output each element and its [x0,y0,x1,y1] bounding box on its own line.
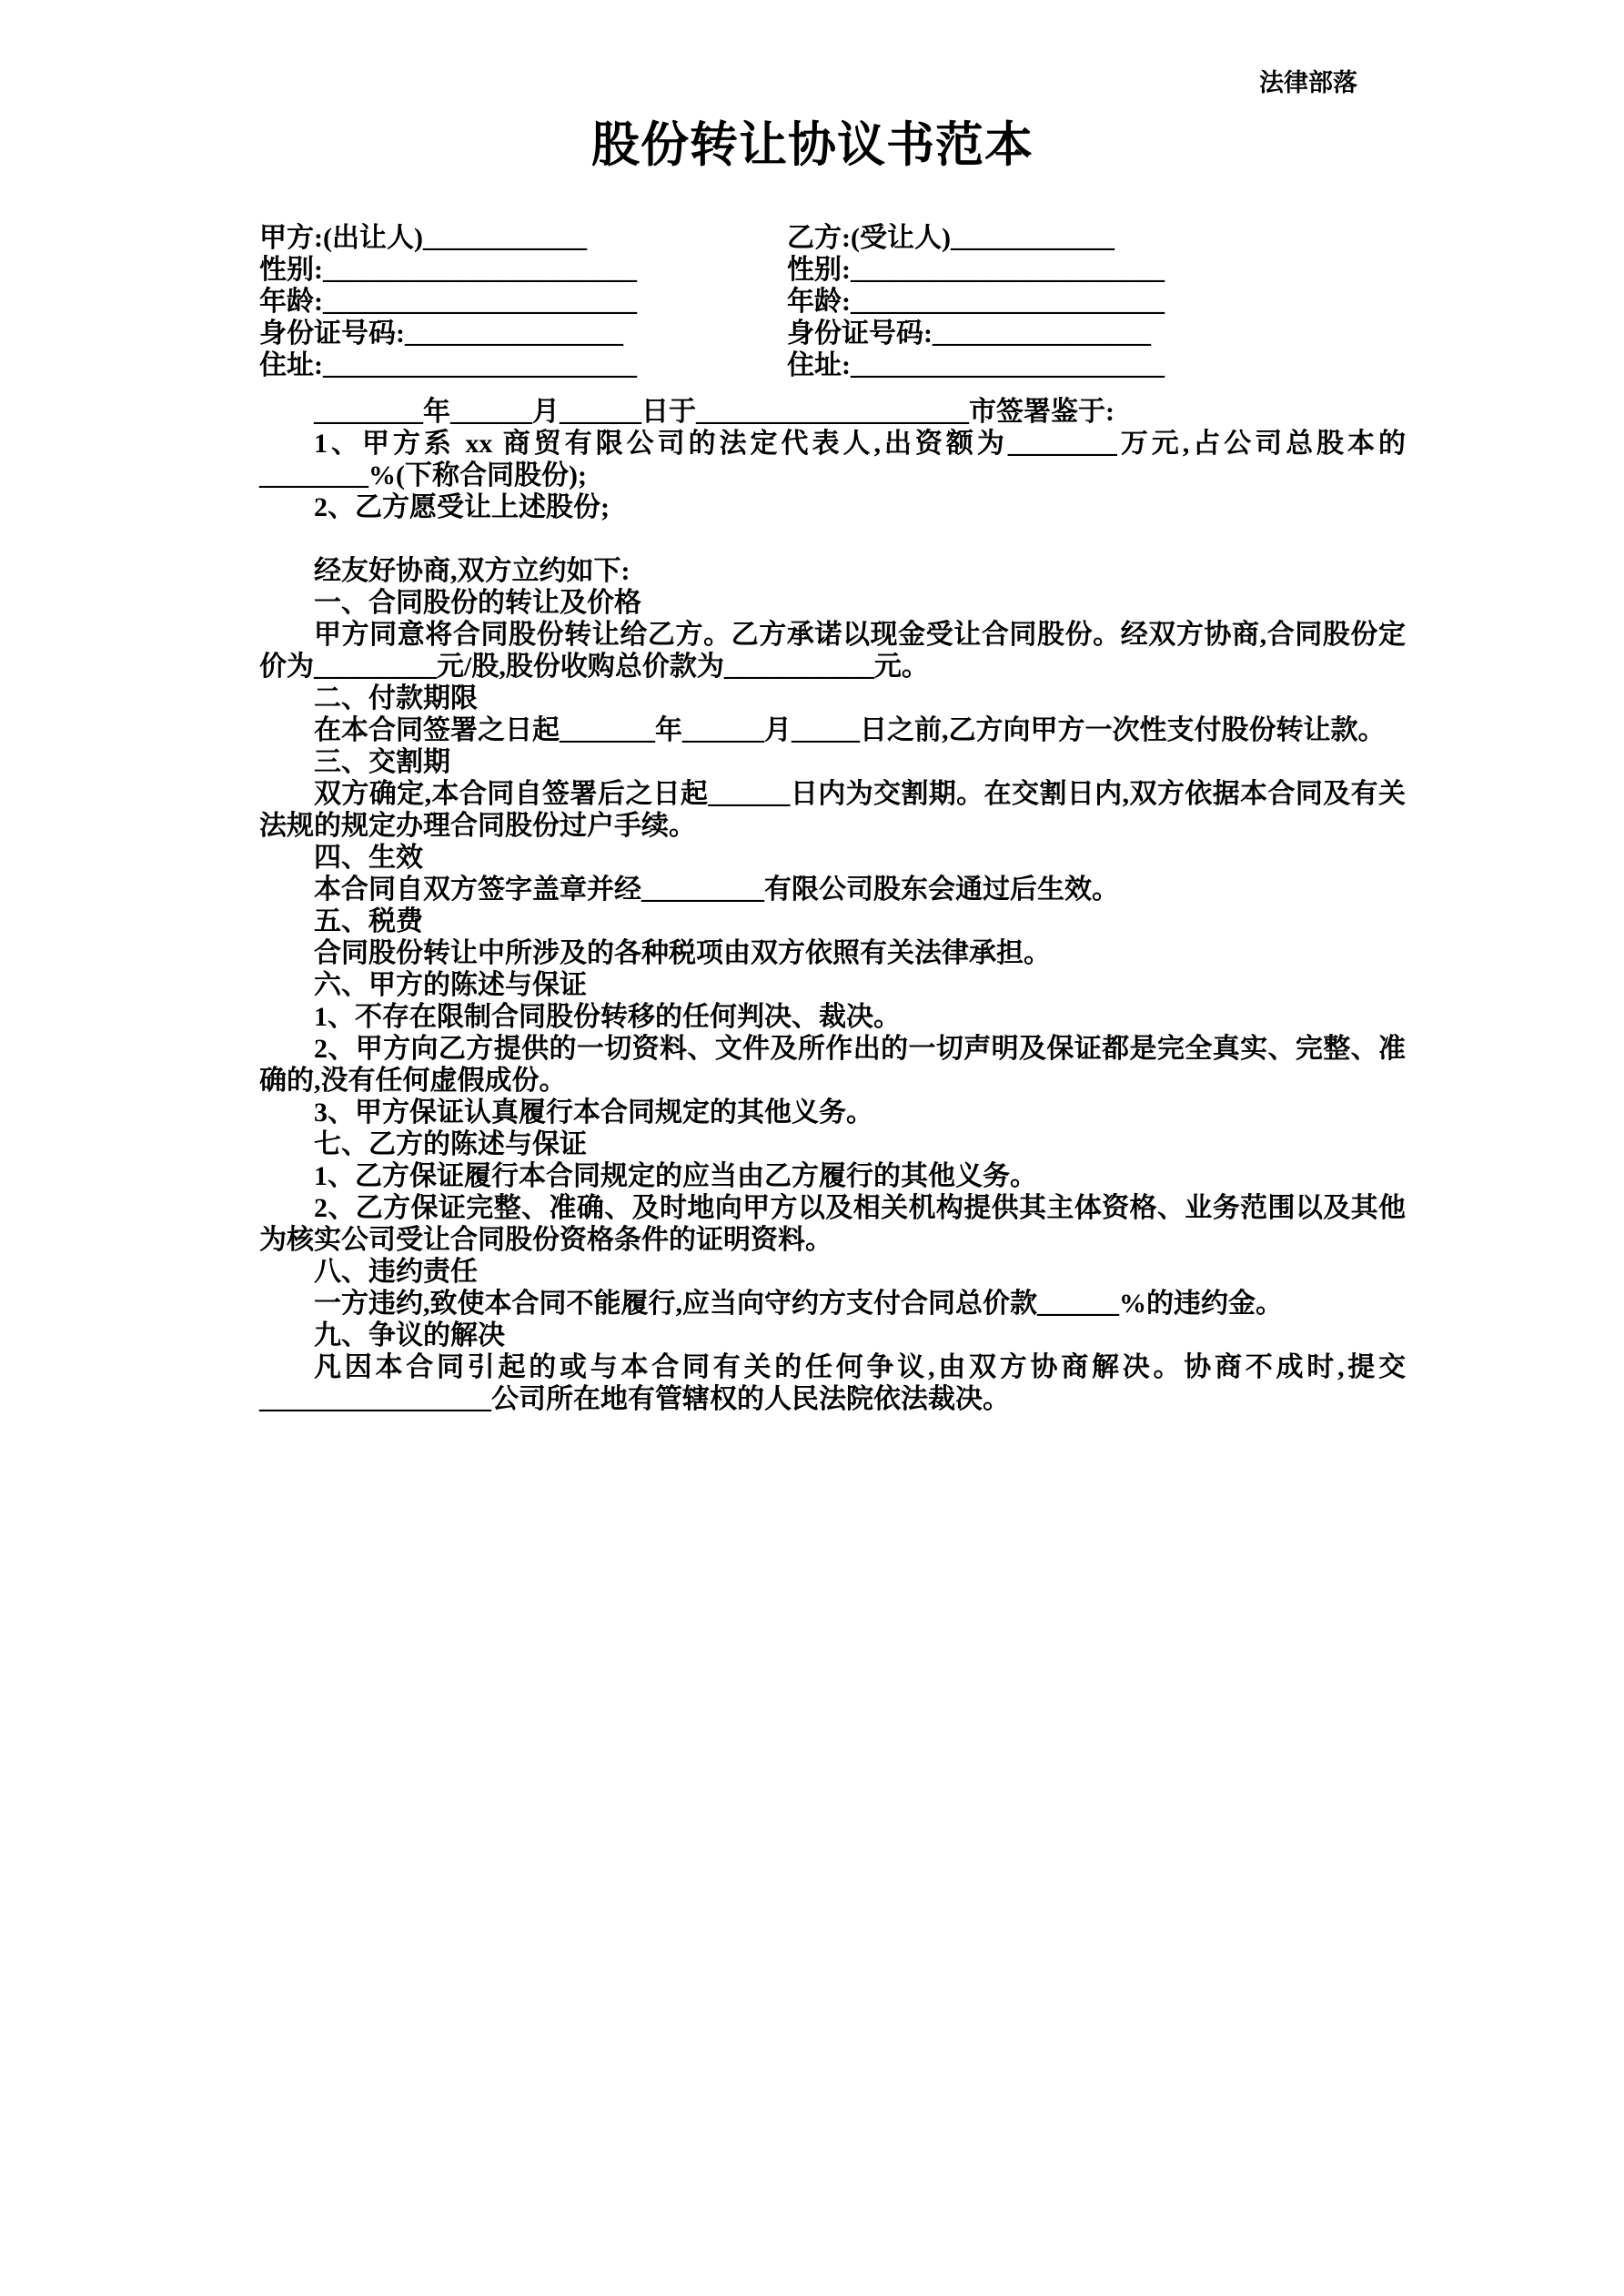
doc-paragraph: 一方违约,致使本合同不能履行,应当向守约方支付合同总价款______%的违约金。 [314,1289,1283,1319]
party-a-gender-row: 性别:_______________________ [259,255,637,285]
parties-block [259,222,1406,381]
section-heading: 三、交割期 [314,747,450,777]
signing-line-paragraph: ________年______月______日于____________________市签署鉴于: [314,397,1115,427]
doc-paragraph: 合同股份转让中所涉及的各种税项由双方依照有关法律承担。 [314,938,1051,968]
party-b-address-row: 住址:_______________________ [787,350,1165,380]
doc-paragraph: 2、乙方保证完整、准确、及时地向甲方以及相关机构提供其主体资格、业务范围以及其他为核实公司受让合同股份资格条件的证明资料。 [259,1193,1406,1255]
doc-paragraph: 2、乙方愿受让上述股份; [314,492,610,522]
doc-paragraph: 甲方同意将合同股份转让给乙方。乙方承诺以现金受让合同股份。经双方协商,合同股份定价为_________元/股,股份收购总价款为___________元。 [259,620,1406,682]
section-heading: 六、甲方的陈述与保证 [314,970,587,1000]
doc-paragraph: 经友好协商,双方立约如下: [314,556,630,586]
section-heading: 二、付款期限 [314,683,478,713]
party-b-block [787,222,1406,381]
section-heading: 一、合同股份的转让及价格 [314,588,641,618]
doc-paragraph: 2、甲方向乙方提供的一切资料、文件及所作出的一切声明及保证都是完全真实、完整、准确的,没有任何虚假成份。 [259,1034,1406,1096]
section-heading: 八、违约责任 [314,1257,478,1287]
section-heading: 五、税费 [314,906,423,936]
party-b-gender-row: 性别:_______________________ [787,255,1165,285]
party-a-id-row: 身份证号码:________________ [259,319,623,349]
doc-paragraph: 3、甲方保证认真履行本合同规定的其他义务。 [314,1097,873,1128]
document-body [259,396,1406,1415]
section-heading: 九、争议的解决 [314,1320,505,1350]
party-a-address-row: 住址:_______________________ [259,350,637,380]
doc-paragraph: 1、甲方系 xx 商贸有限公司的法定代表人,出资额为________万元,占公司总股本的________%(下称合同股份); [259,429,1406,491]
brand-watermark: 法律部落 [1259,69,1357,96]
party-b-name-row: 乙方:(受让人)____________ [787,223,1115,253]
blank-line [259,523,1406,555]
doc-paragraph: 1、不存在限制合同股份转移的任何判决、裁决。 [314,1002,901,1032]
doc-paragraph: 凡因本合同引起的或与本合同有关的任何争议,由双方协商解决。协商不成时,提交_________________公司所在地有管辖权的人民法院依法裁决。 [259,1352,1406,1414]
doc-paragraph: 在本合同签署之日起_______年______月_____日之前,乙方向甲方一次性支付股份转让款。 [314,715,1386,745]
doc-paragraph: 双方确定,本合同自签署后之日起______日内为交割期。在交割日内,双方依据本合同及有关法规的规定办理合同股份过户手续。 [259,779,1406,841]
section-heading: 七、乙方的陈述与保证 [314,1129,587,1159]
section-heading: 四、生效 [314,843,423,873]
party-a-age-row: 年龄:_______________________ [259,287,637,317]
doc-paragraph: 1、乙方保证履行本合同规定的应当由乙方履行的其他义务。 [314,1161,1037,1191]
party-b-age-row: 年龄:_______________________ [787,287,1165,317]
party-a-block [259,222,787,381]
party-b-id-row: 身份证号码:________________ [787,319,1151,349]
doc-paragraph: 本合同自双方签字盖章并经_________有限公司股东会通过后生效。 [314,875,1119,905]
document-title: 股份转让协议书范本 [591,119,1034,172]
party-a-name-row: 甲方:(出让人)____________ [259,223,587,253]
